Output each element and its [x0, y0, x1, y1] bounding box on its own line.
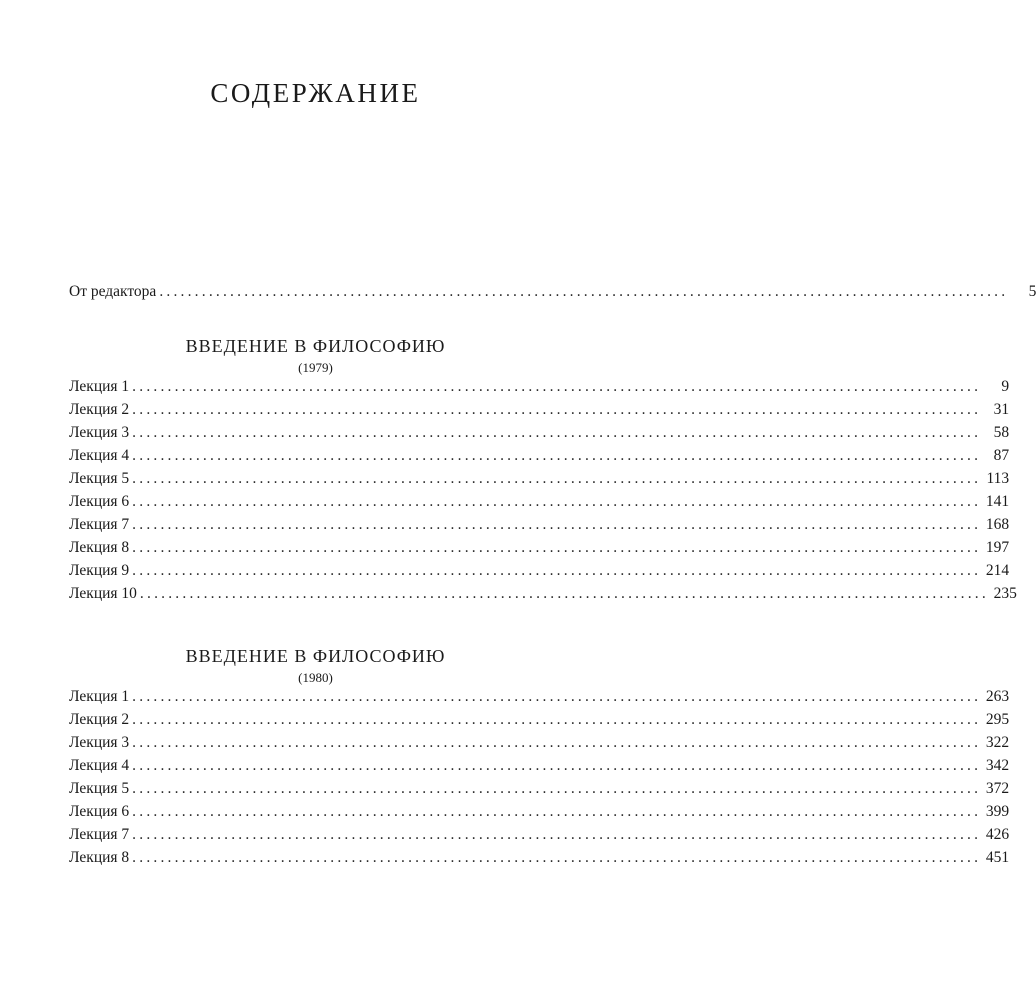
- toc-entry[interactable]: [69, 849, 1010, 871]
- toc-entry[interactable]: [69, 780, 1010, 802]
- toc-entry-label: Лекция 6: [69, 803, 130, 820]
- toc-entry-page: 113: [986, 470, 1010, 487]
- toc-entry[interactable]: [69, 470, 1010, 492]
- toc-entry[interactable]: [69, 757, 1010, 779]
- dot-leader: ........................................................................................................................: [132, 470, 982, 487]
- toc-entry-page: 263: [985, 688, 1010, 705]
- toc-entry-foreword[interactable]: [69, 283, 1036, 305]
- dot-leader: ........................................................................................................................: [132, 401, 982, 418]
- toc-entry[interactable]: [69, 585, 1017, 607]
- dot-leader: ........................................................................................................................: [132, 493, 982, 510]
- toc-entry[interactable]: [69, 688, 1010, 710]
- page-title: СОДЕРЖАНИЕ: [210, 78, 421, 108]
- toc-entry-page: 235: [993, 585, 1017, 602]
- toc-entry-label: От редактора: [69, 283, 157, 300]
- toc-entry[interactable]: [69, 562, 1010, 584]
- dot-leader: ........................................................................................................................: [132, 803, 982, 820]
- dot-leader: ........................................................................................................................: [159, 283, 1009, 300]
- toc-entry[interactable]: [69, 826, 1010, 848]
- toc-entry-page: 5: [1028, 283, 1036, 300]
- dot-leader: ........................................................................................................................: [132, 826, 982, 843]
- dot-leader: ........................................................................................................................: [132, 757, 982, 774]
- toc-entry-label: Лекция 7: [69, 516, 130, 533]
- toc-entry-label: Лекция 2: [69, 401, 130, 418]
- toc-entry-page: 426: [985, 826, 1010, 843]
- toc-entry-label: Лекция 5: [69, 470, 130, 487]
- section-title: ВВЕДЕНИЕ В ФИЛОСОФИЮ: [185, 646, 446, 666]
- toc-entry[interactable]: [69, 424, 1010, 446]
- toc-entry-page: 322: [985, 734, 1010, 751]
- dot-leader: ........................................................................................................................: [132, 424, 982, 441]
- toc-entry[interactable]: [69, 803, 1010, 825]
- toc-entry-label: Лекция 10: [69, 585, 137, 602]
- toc-entry-label: Лекция 8: [69, 539, 130, 556]
- toc-entry-page: 295: [985, 711, 1010, 728]
- toc-entry[interactable]: [69, 401, 1010, 423]
- toc-entry-page: 87: [993, 447, 1010, 464]
- dot-leader: ........................................................................................................................: [132, 780, 982, 797]
- dot-leader: ........................................................................................................................: [132, 539, 982, 556]
- dot-leader: ........................................................................................................................: [139, 585, 989, 602]
- toc-entry-page: 141: [985, 493, 1010, 510]
- toc-entry-page: 31: [993, 401, 1010, 418]
- toc-entry[interactable]: [69, 516, 1010, 538]
- toc-entry-label: Лекция 2: [69, 711, 130, 728]
- dot-leader: ........................................................................................................................: [132, 378, 982, 395]
- toc-entry-label: Лекция 1: [69, 378, 130, 395]
- toc-entry[interactable]: [69, 734, 1010, 756]
- toc-entry-label: Лекция 4: [69, 757, 130, 774]
- dot-leader: ........................................................................................................................: [132, 562, 982, 579]
- toc-entry-label: Лекция 7: [69, 826, 130, 843]
- dot-leader: ........................................................................................................................: [132, 734, 982, 751]
- toc-entry-page: 197: [985, 539, 1010, 556]
- toc-entry-page: 372: [985, 780, 1010, 797]
- toc-entry[interactable]: [69, 378, 1010, 400]
- toc-entry-page: 451: [985, 849, 1010, 866]
- toc-entry[interactable]: [69, 539, 1010, 561]
- toc-entry-page: 214: [985, 562, 1010, 579]
- toc-entry-label: Лекция 9: [69, 562, 130, 579]
- dot-leader: ........................................................................................................................: [132, 711, 982, 728]
- toc-entry[interactable]: [69, 711, 1010, 733]
- toc-entry-page: 9: [1001, 378, 1010, 395]
- toc-entry-label: Лекция 6: [69, 493, 130, 510]
- toc-entry-label: Лекция 3: [69, 424, 130, 441]
- toc-entry-page: 168: [985, 516, 1010, 533]
- dot-leader: ........................................................................................................................: [132, 516, 982, 533]
- toc-entry[interactable]: [69, 447, 1010, 469]
- toc-entry-page: 58: [993, 424, 1010, 441]
- toc-entry-label: Лекция 8: [69, 849, 130, 866]
- section-year: (1980): [298, 670, 333, 685]
- toc-entry-label: Лекция 4: [69, 447, 130, 464]
- toc-entry-page: 399: [985, 803, 1010, 820]
- toc-entry-label: Лекция 1: [69, 688, 130, 705]
- section-title: ВВЕДЕНИЕ В ФИЛОСОФИЮ: [185, 336, 446, 356]
- toc-entry-label: Лекция 3: [69, 734, 130, 751]
- toc-entry-page: 342: [985, 757, 1010, 774]
- dot-leader: ........................................................................................................................: [132, 849, 982, 866]
- dot-leader: ........................................................................................................................: [132, 447, 982, 464]
- toc-entry-label: Лекция 5: [69, 780, 130, 797]
- section-year: (1979): [298, 360, 333, 375]
- toc-entry[interactable]: [69, 493, 1010, 515]
- dot-leader: ........................................................................................................................: [132, 688, 982, 705]
